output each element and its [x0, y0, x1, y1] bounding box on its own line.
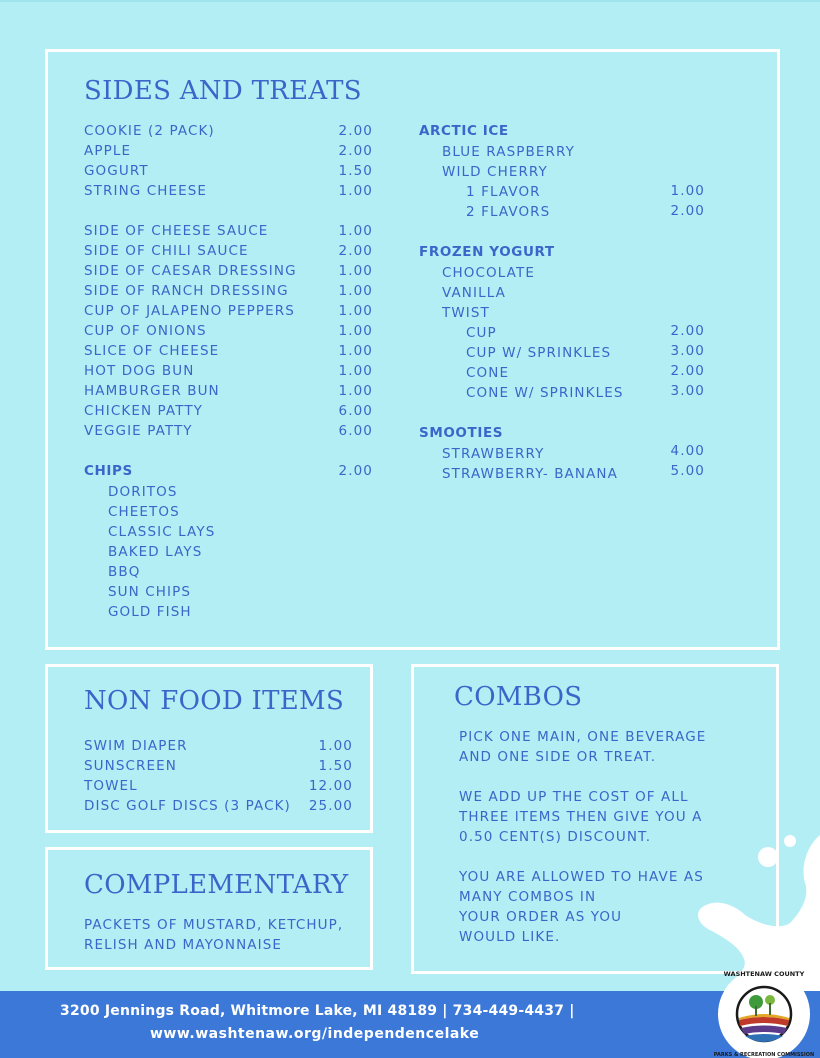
- combos-line: AND ONE SIDE OR TREAT.: [459, 749, 657, 765]
- frozen-yogurt-flavor: VANILLA: [442, 285, 506, 301]
- frozen-yogurt-price: 2.00: [670, 363, 705, 379]
- footer-address: 3200 Jennings Road, Whitmore Lake, MI 48189 | 734-449-4437 |: [60, 1003, 575, 1019]
- logo-top-text: WASHTENAW COUNTY: [723, 970, 805, 978]
- menu-item-name: HOT DOG BUN: [84, 363, 195, 379]
- chips-price: 2.00: [338, 463, 373, 479]
- frozen-yogurt-price: 2.00: [670, 323, 705, 339]
- menu-item-name: HAMBURGER BUN: [84, 383, 220, 399]
- washtenaw-parks-logo: [712, 962, 816, 1058]
- menu-item-name: CHICKEN PATTY: [84, 403, 204, 419]
- menu-item-price: 1.00: [338, 363, 373, 379]
- chips-variety: BBQ: [108, 564, 141, 580]
- menu-item-name: SIDE OF CHEESE SAUCE: [84, 223, 269, 239]
- logo-bottom-text: PARKS & RECREATION COMMISSION: [713, 1052, 815, 1058]
- chips-variety: CLASSIC LAYS: [108, 524, 216, 540]
- smoothie-item: STRAWBERRY: [442, 446, 545, 462]
- frozen-yogurt-size: CONE W/ SPRINKLES: [466, 385, 624, 401]
- menu-item-name: APPLE: [84, 143, 132, 159]
- menu-item-price: 1.00: [338, 263, 373, 279]
- complementary-title: COMPLEMENTARY: [84, 870, 349, 900]
- arctic-ice-flavor: BLUE RASPBERRY: [442, 144, 575, 160]
- chips-variety: DORITOS: [108, 484, 178, 500]
- frozen-yogurt-size: CUP W/ SPRINKLES: [466, 345, 612, 361]
- footer-website[interactable]: www.washtenaw.org/independencelake: [150, 1026, 480, 1042]
- menu-item-price: 1.00: [338, 183, 373, 199]
- menu-item-name: SLICE OF CHEESE: [84, 343, 220, 359]
- menu-item-price: 1.00: [338, 343, 373, 359]
- menu-item-name: CUP OF JALAPENO PEPPERS: [84, 303, 295, 319]
- menu-item-price: 1.00: [338, 283, 373, 299]
- combos-line: 0.50 CENT(S) DISCOUNT.: [459, 829, 652, 845]
- combos-line: YOU ARE ALLOWED TO HAVE AS: [459, 869, 704, 885]
- combos-line: YOUR ORDER AS YOU: [459, 909, 623, 925]
- menu-item-name: STRING CHEESE: [84, 183, 208, 199]
- menu-item-price: 1.00: [338, 323, 373, 339]
- arctic-ice-price: 1.00: [670, 183, 705, 199]
- non-food-item-name: SWIM DIAPER: [84, 738, 188, 754]
- arctic-ice-heading: ARCTIC ICE: [419, 123, 509, 139]
- combos-line: WE ADD UP THE COST OF ALL: [459, 789, 689, 805]
- chips-heading: CHIPS: [84, 463, 133, 479]
- menu-item-price: 2.00: [338, 123, 373, 139]
- non-food-item-price: 1.50: [318, 758, 353, 774]
- smoothie-price: 5.00: [670, 463, 705, 479]
- combos-line: PICK ONE MAIN, ONE BEVERAGE: [459, 729, 707, 745]
- frozen-yogurt-size: CONE: [466, 365, 510, 381]
- menu-item-price: 6.00: [338, 423, 373, 439]
- chips-variety: SUN CHIPS: [108, 584, 192, 600]
- combos-title: COMBOS: [454, 682, 583, 712]
- menu-item-name: COOKIE (2 PACK): [84, 123, 215, 139]
- menu-item-name: VEGGIE PATTY: [84, 423, 193, 439]
- frozen-yogurt-flavor: TWIST: [442, 305, 490, 321]
- menu-item-price: 2.00: [338, 143, 373, 159]
- combos-line: THREE ITEMS THEN GIVE YOU A: [459, 809, 703, 825]
- menu-item-name: GOGURT: [84, 163, 149, 179]
- menu-item-price: 2.00: [338, 243, 373, 259]
- frozen-yogurt-flavor: CHOCOLATE: [442, 265, 535, 281]
- complementary-line: RELISH AND MAYONNAISE: [84, 937, 283, 953]
- frozen-yogurt-heading: FROZEN YOGURT: [419, 244, 555, 260]
- footer-bar: [0, 991, 820, 1058]
- chips-variety: GOLD FISH: [108, 604, 192, 620]
- arctic-ice-price: 2.00: [670, 203, 705, 219]
- top-edge: [0, 0, 820, 2]
- menu-item-price: 1.00: [338, 303, 373, 319]
- non-food-item-price: 25.00: [308, 798, 353, 814]
- chips-variety: BAKED LAYS: [108, 544, 203, 560]
- smoothie-price: 4.00: [670, 443, 705, 459]
- non-food-item-price: 12.00: [308, 778, 353, 794]
- menu-item-price: 1.00: [338, 223, 373, 239]
- menu-item-name: SIDE OF CAESAR DRESSING: [84, 263, 297, 279]
- non-food-item-price: 1.00: [318, 738, 353, 754]
- non-food-item-name: TOWEL: [84, 778, 138, 794]
- arctic-ice-size: 2 FLAVORS: [466, 204, 551, 220]
- menu-item-price: 6.00: [338, 403, 373, 419]
- menu-item-name: SIDE OF CHILI SAUCE: [84, 243, 249, 259]
- frozen-yogurt-price: 3.00: [670, 343, 705, 359]
- chips-variety: CHEETOS: [108, 504, 180, 520]
- non-food-item-name: DISC GOLF DISCS (3 PACK): [84, 798, 291, 814]
- menu-item-price: 1.00: [338, 383, 373, 399]
- non-food-title: NON FOOD ITEMS: [84, 686, 345, 716]
- complementary-line: PACKETS OF MUSTARD, KETCHUP,: [84, 917, 344, 933]
- smoothies-heading: SMOOTIES: [419, 425, 504, 441]
- combos-line: WOULD LIKE.: [459, 929, 561, 945]
- arctic-ice-size: 1 FLAVOR: [466, 184, 541, 200]
- smoothie-item: STRAWBERRY- BANANA: [442, 466, 618, 482]
- frozen-yogurt-price: 3.00: [670, 383, 705, 399]
- non-food-item-name: SUNSCREEN: [84, 758, 177, 774]
- menu-item-price: 1.50: [338, 163, 373, 179]
- menu-item-name: CUP OF ONIONS: [84, 323, 207, 339]
- frozen-yogurt-size: CUP: [466, 325, 497, 341]
- arctic-ice-flavor: WILD CHERRY: [442, 164, 548, 180]
- sides-title: SIDES AND TREATS: [84, 76, 362, 106]
- combos-line: MANY COMBOS IN: [459, 889, 597, 905]
- menu-item-name: SIDE OF RANCH DRESSING: [84, 283, 289, 299]
